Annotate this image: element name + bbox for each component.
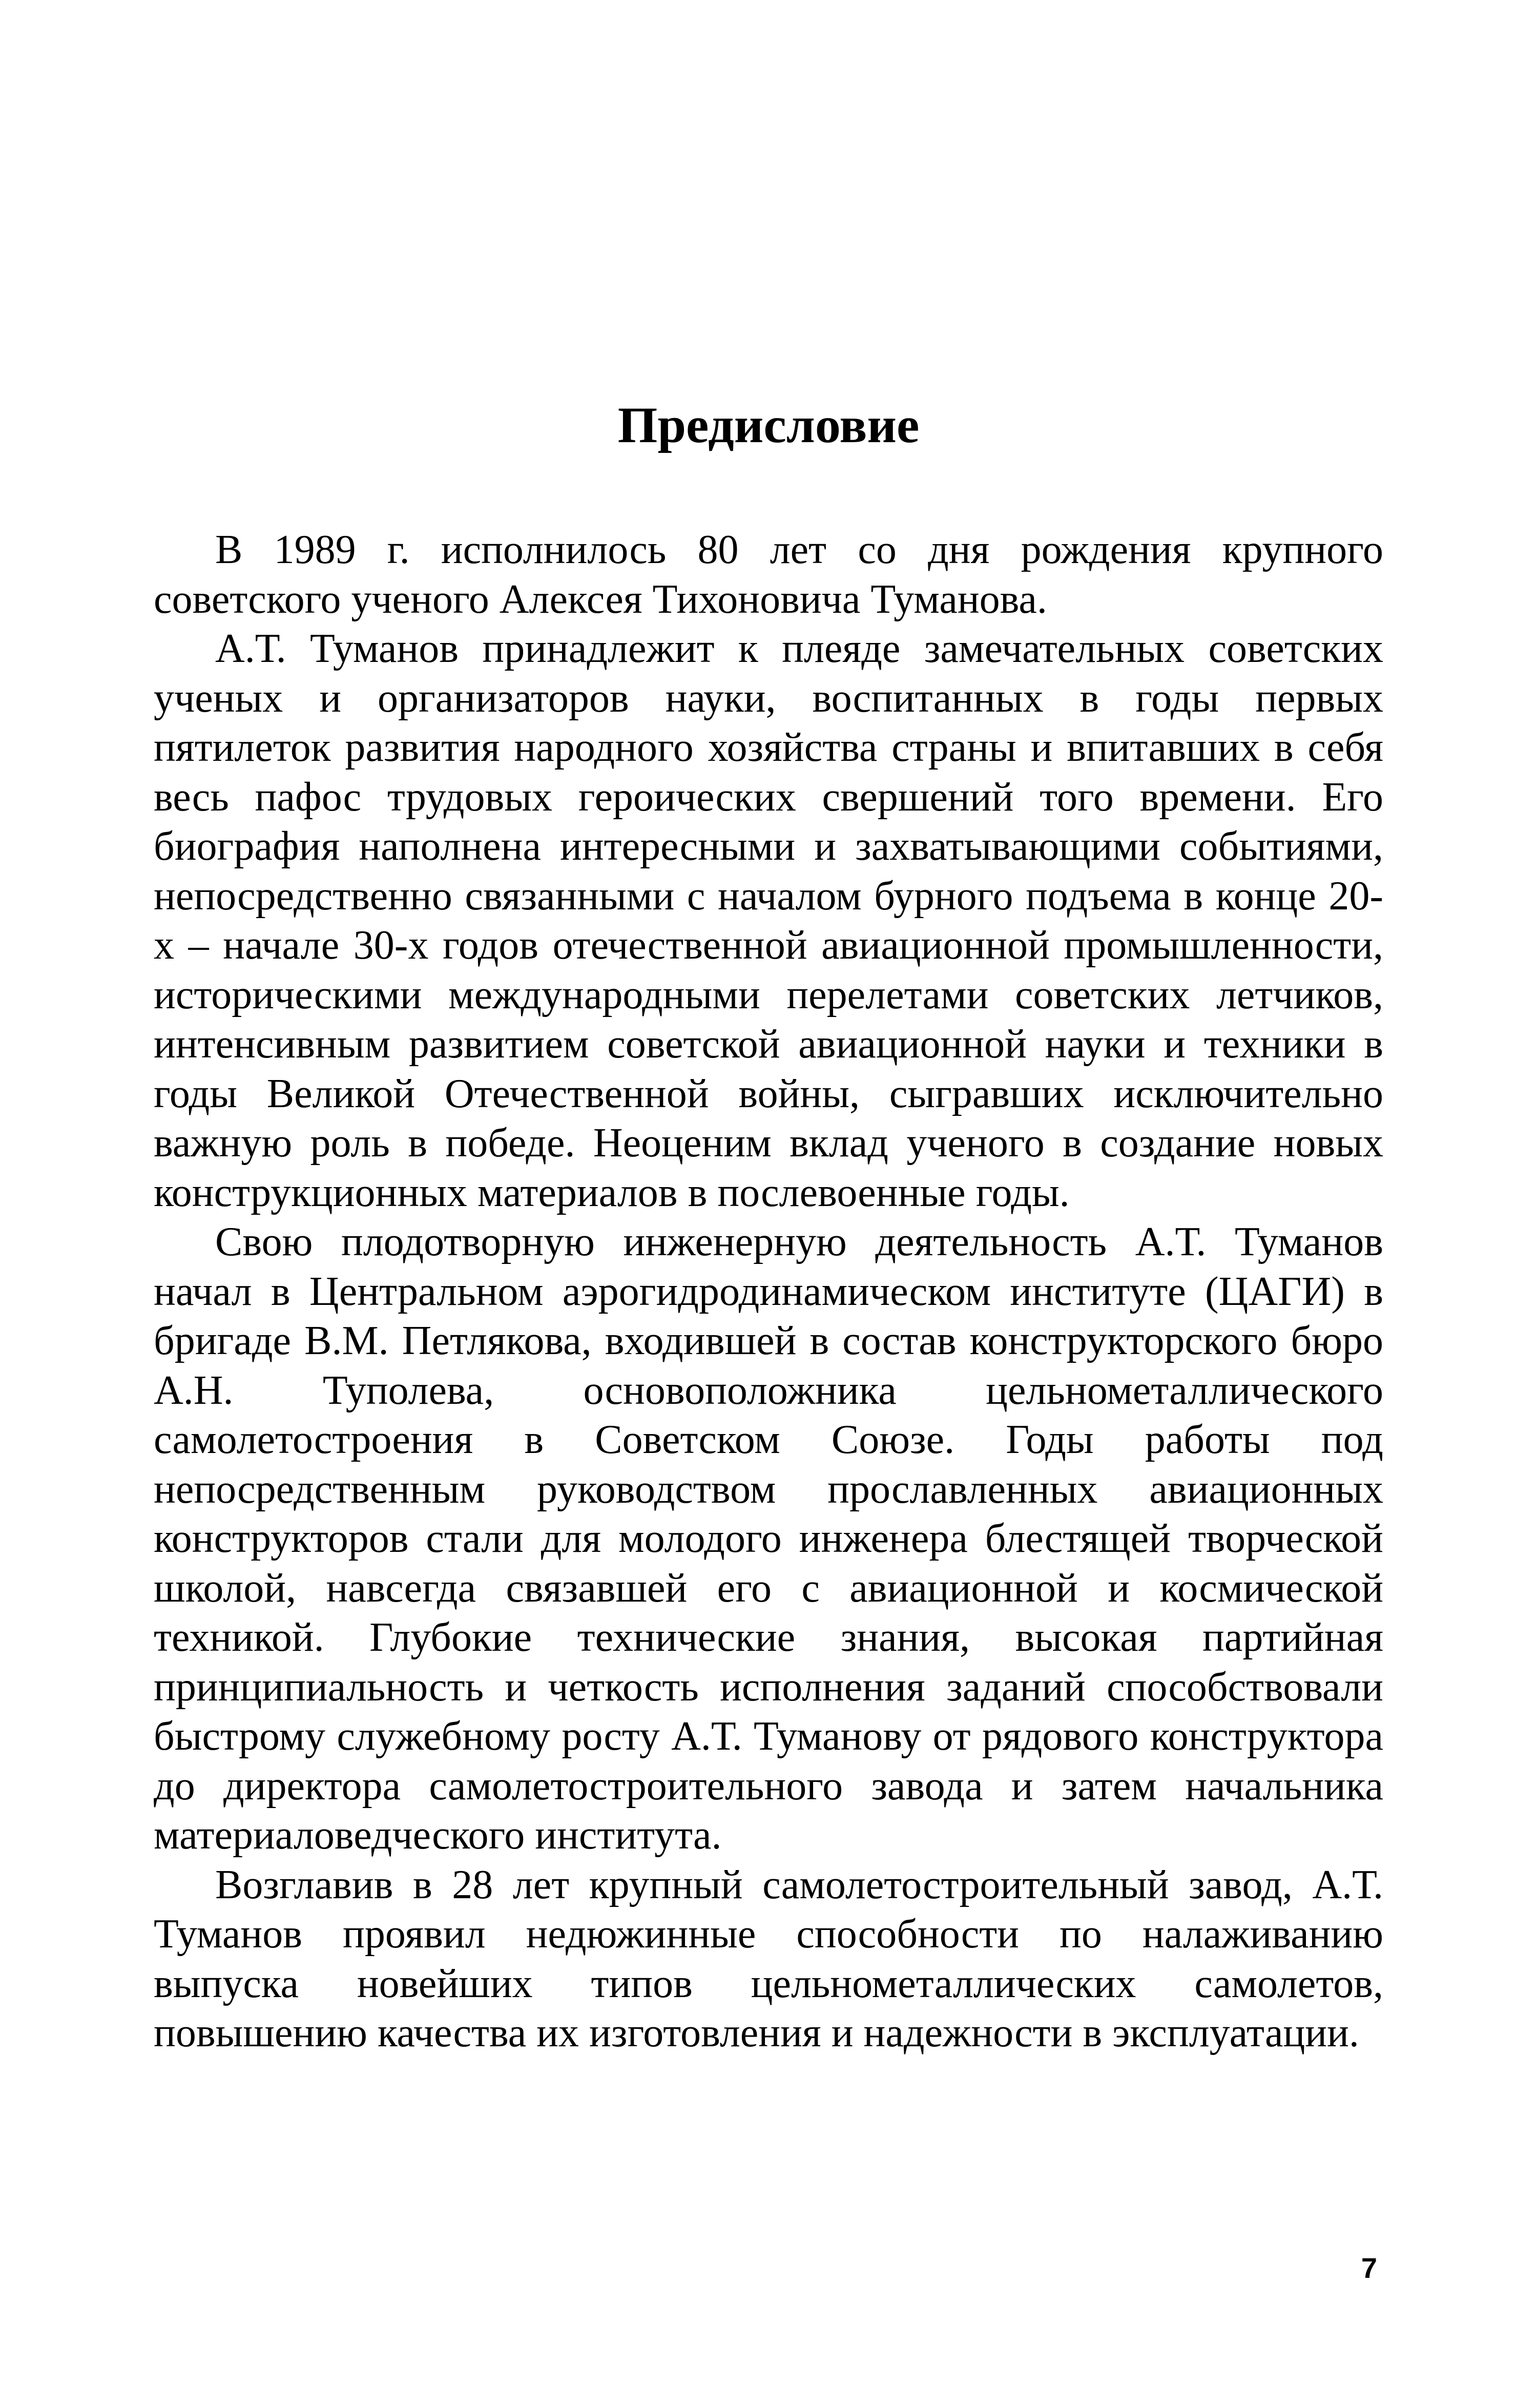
paragraph-2: А.Т. Туманов принадлежит к плеяде замечательных советских ученых и организаторов науки, воспитанных в годы первых пятилеток развития народного хозяйства страны и впитавших в себя весь пафос трудовых героических свершений того времени. Его биография наполнена интересными и захватывающими событиями, непосредственно связанными с началом бурного подъема в конце 20-х – начале 30-х годов отечественной авиационной промышленности, историческими международными перелетами советских летчиков, интенсивным развитием советской авиационной науки и техники в годы Великой Отечественной войны, сыгравших исключительно важную роль в победе. Неоценим вклад ученого в создание новых конструкционных материалов в послевоенные годы. [154, 626, 1383, 1215]
page-title: Предисловие [617, 397, 920, 453]
page-number: 7 [1361, 2252, 1377, 2284]
paragraph-3: Свою плодотворную инженерную деятельность А.Т. Туманов начал в Центральном аэрогидродинамическом институте (ЦАГИ) в бригаде В.М. Петлякова, входившей в состав конструкторского бюро А.Н. Туполева, основоположника цельнометаллического самолетостроения в Советском Союзе. Годы работы под непосредственным руководством прославленных авиационных конструкторов стали для молодого инженера блестящей творческой школой, навсегда связавшей его с авиационной и космической техникой. Глубокие технические знания, высокая партийная принципиальность и четкость исполнения заданий способствовали быстрому служебному росту А.Т. Туманову от рядового конструктора до директора самолетостроительного завода и затем начальника материаловедческого института. [154, 1219, 1383, 1858]
paragraph-1: В 1989 г. исполнилось 80 лет со дня рождения крупного советского ученого Алексея Тихоновича Туманова. [154, 527, 1383, 622]
body-text [154, 525, 1383, 2058]
paragraph-4: Возглавив в 28 лет крупный самолетостроительный завод, А.Т. Туманов проявил недюжинные способности по налаживанию выпуска новейших типов цельнометаллических самолетов, повышению качества их изготовления и надежности в эксплуатации. [154, 1862, 1383, 2056]
